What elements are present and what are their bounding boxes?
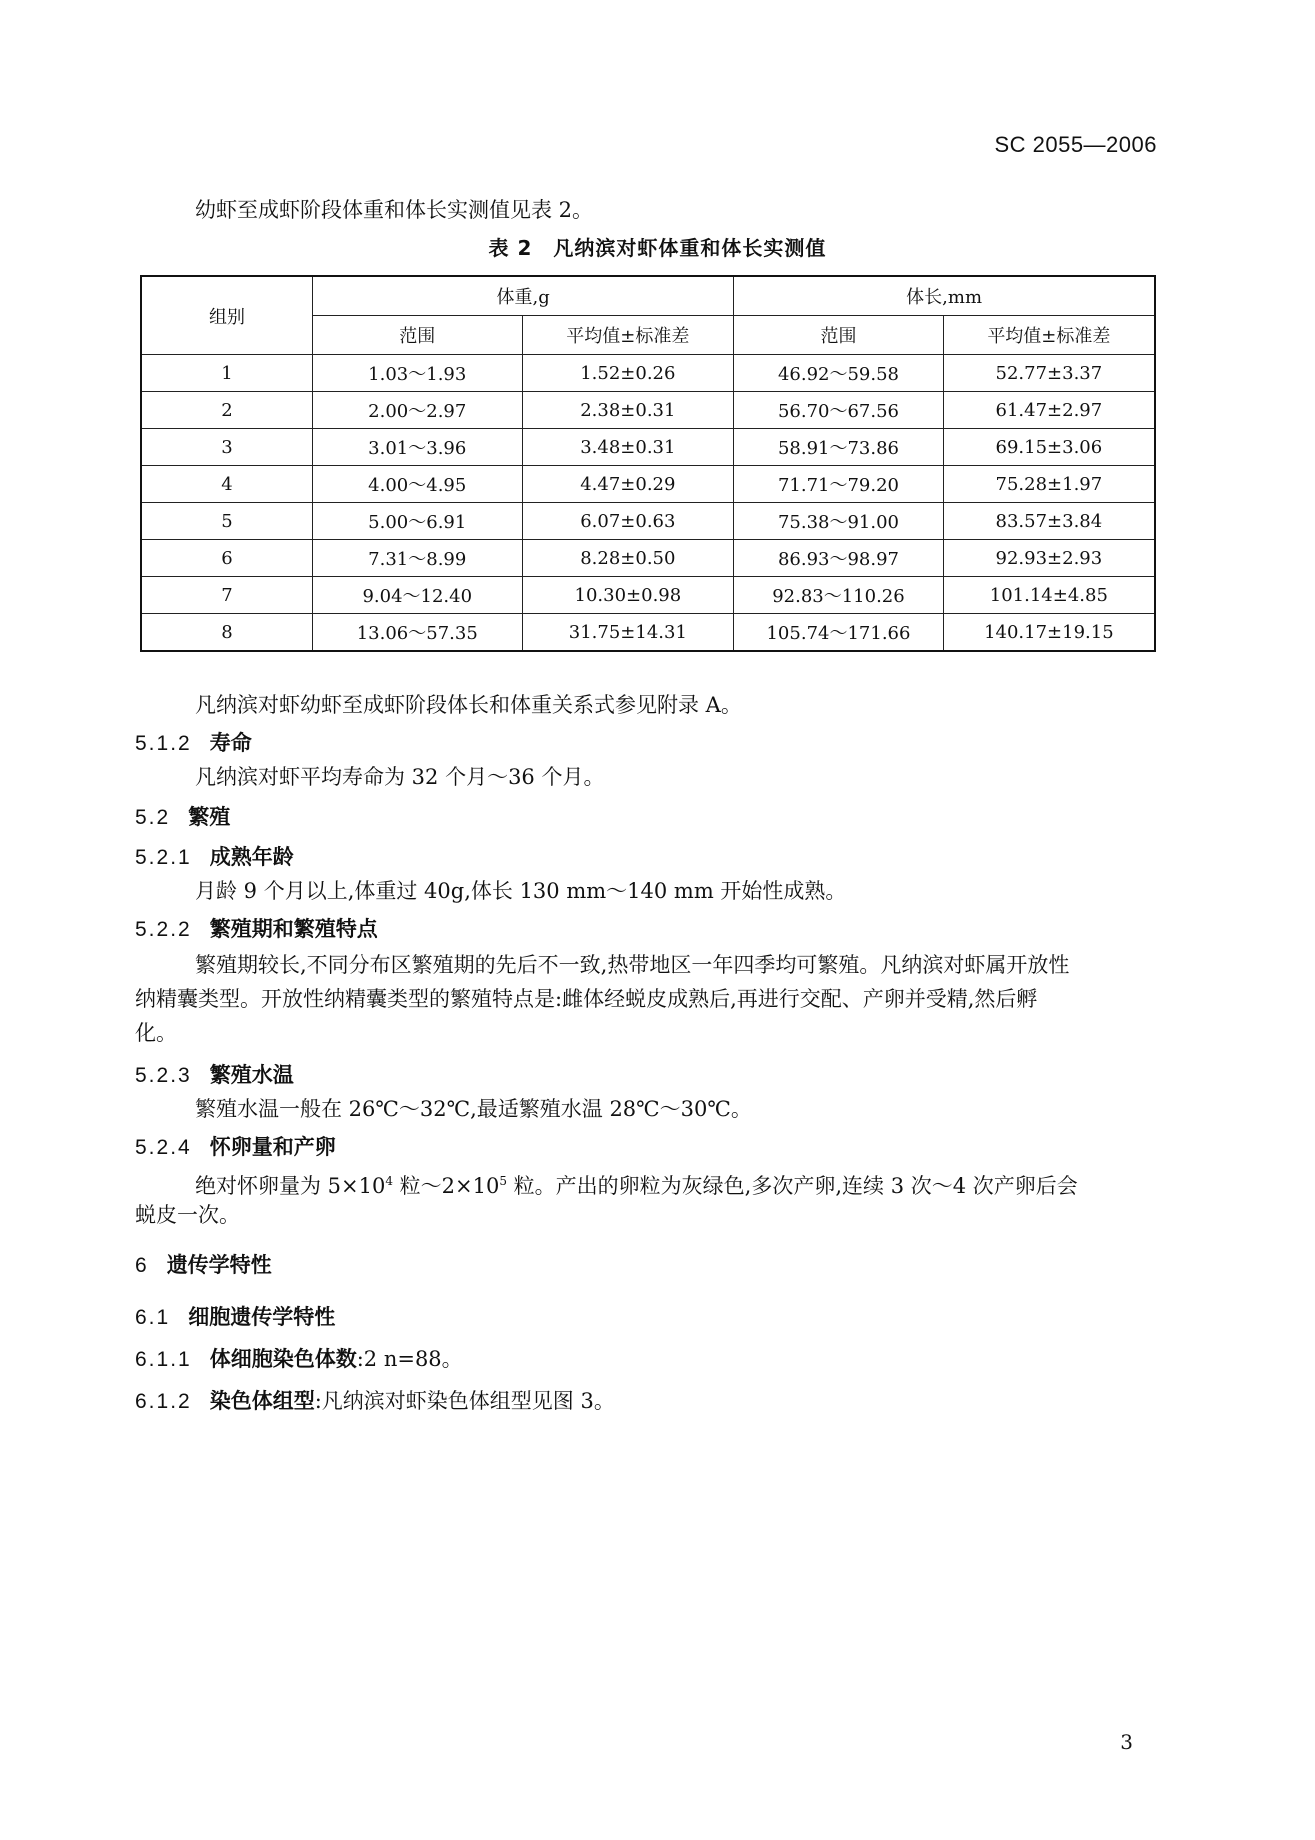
standard-number: SC 2055—2006: [994, 132, 1157, 157]
weight-header: 体重,g: [313, 276, 734, 316]
table-row: [141, 429, 1155, 466]
section-heading-6-1: [135, 1300, 335, 1335]
after-table-paragraph: 凡纳滨对虾幼虾至成虾阶段体长和体重关系式参见附录 A。: [195, 693, 742, 717]
table-cell: 5: [141, 503, 313, 540]
table-cell: 86.93～98.97: [734, 540, 944, 577]
table-cell: 4.47±0.29: [522, 466, 734, 503]
table-cell: 1.52±0.26: [522, 355, 734, 392]
text-segment: 绝对怀卵量为 5×10: [195, 1174, 386, 1198]
weight-range-header: 范围: [313, 316, 522, 355]
section-number: 6.1: [135, 1306, 171, 1329]
table-cell: 8.28±0.50: [522, 540, 734, 577]
table-cell: 92.93±2.93: [943, 540, 1155, 577]
table-cell: 1.03～1.93: [313, 355, 522, 392]
weight-mean-header: 平均值±标准差: [522, 316, 734, 355]
table-cell: 1: [141, 355, 313, 392]
table-cell: 7: [141, 577, 313, 614]
section-heading-5-2-3: [135, 1058, 294, 1093]
section-number: 5.1.2: [135, 732, 192, 755]
section-heading-6-1-1: [135, 1342, 463, 1377]
section-number: 5.2.2: [135, 918, 192, 941]
table-cell: 3.48±0.31: [522, 429, 734, 466]
table-cell: 75.38～91.00: [734, 503, 944, 540]
section-title: 成熟年龄: [209, 845, 294, 869]
table-cell: 71.71～79.20: [734, 466, 944, 503]
table-cell: 46.92～59.58: [734, 355, 944, 392]
page-number: 3: [1120, 1730, 1133, 1754]
section-title: 细胞遗传学特性: [188, 1305, 336, 1329]
table-cell: 10.30±0.98: [522, 577, 734, 614]
exponent: 5: [499, 1174, 507, 1188]
table-cell: 101.14±4.85: [943, 577, 1155, 614]
table-cell: 61.47±2.97: [943, 392, 1155, 429]
table-cell: 7.31～8.99: [313, 540, 522, 577]
section-title: 怀卵量和产卵: [209, 1135, 336, 1159]
text-segment: 粒。产出的卵粒为灰绿色,多次产卵,连续 3 次～4 次产卵后会: [507, 1174, 1078, 1198]
section-heading-6-1-2: [135, 1384, 615, 1419]
table-cell: 4.00～4.95: [313, 466, 522, 503]
table-cell: 4: [141, 466, 313, 503]
table-cell: 2.38±0.31: [522, 392, 734, 429]
measurement-table: [140, 275, 1156, 652]
section-number: 5.2.4: [135, 1136, 192, 1159]
length-mean-header: 平均值±标准差: [943, 316, 1155, 355]
table-cell: 69.15±3.06: [943, 429, 1155, 466]
section-number: 5.2: [135, 806, 171, 829]
table-cell: 31.75±14.31: [522, 614, 734, 652]
table-cell: 75.28±1.97: [943, 466, 1155, 503]
section-title: 体细胞染色体数: [209, 1347, 357, 1371]
paragraph-maturity: 月龄 9 个月以上,体重过 40g,体长 130 mm～140 mm 开始性成熟。: [195, 879, 847, 903]
table-row: [141, 466, 1155, 503]
length-range-header: 范围: [734, 316, 944, 355]
length-header: 体长,mm: [734, 276, 1155, 316]
table-cell: 140.17±19.15: [943, 614, 1155, 652]
exponent: 4: [385, 1174, 393, 1188]
paragraph-lifespan: 凡纳滨对虾平均寿命为 32 个月～36 个月。: [195, 765, 605, 789]
table-cell: 6: [141, 540, 313, 577]
table-cell: 13.06～57.35: [313, 614, 522, 652]
section-title: 遗传学特性: [166, 1253, 272, 1277]
section-heading-5-2-4: [135, 1130, 336, 1165]
paragraph-water-temp: 繁殖水温一般在 26℃～32℃,最适繁殖水温 28℃～30℃。: [195, 1097, 752, 1121]
table-cell: 2.00～2.97: [313, 392, 522, 429]
table-cell: 2: [141, 392, 313, 429]
paragraph-spawning-line2: 蜕皮一次。: [135, 1203, 240, 1227]
section-heading-5-2-1: [135, 840, 294, 875]
table-cell: 105.74～171.66: [734, 614, 944, 652]
table-row: [141, 577, 1155, 614]
section-title: 染色体组型: [209, 1389, 315, 1413]
table-cell: 56.70～67.56: [734, 392, 944, 429]
section-inline-text: :凡纳滨对虾染色体组型见图 3。: [314, 1389, 615, 1413]
table-row: [141, 614, 1155, 652]
table-cell: 83.57±3.84: [943, 503, 1155, 540]
section-heading-5-2-2: [135, 912, 378, 947]
table-cell: 3.01～3.96: [313, 429, 522, 466]
section-title: 繁殖期和繁殖特点: [209, 917, 378, 941]
section-inline-text: :2 n=88。: [356, 1347, 463, 1371]
paragraph-breeding-line3: 化。: [135, 1021, 177, 1045]
group-header: 组别: [141, 276, 313, 355]
section-heading-6: [135, 1248, 272, 1283]
section-heading-5-1-2: [135, 726, 252, 761]
section-number: 5.2.1: [135, 846, 192, 869]
table-cell: 5.00～6.91: [313, 503, 522, 540]
table-cell: 3: [141, 429, 313, 466]
section-heading-5-2: [135, 800, 230, 835]
table-row: [141, 355, 1155, 392]
table-row: [141, 540, 1155, 577]
intro-paragraph: 幼虾至成虾阶段体重和体长实测值见表 2。: [195, 198, 594, 222]
section-title: 寿命: [209, 731, 252, 755]
table-row: [141, 503, 1155, 540]
section-number: 6.1.2: [135, 1390, 192, 1413]
table-cell: 92.83～110.26: [734, 577, 944, 614]
table-title: 表 2 凡纳滨对虾体重和体长实测值: [488, 236, 827, 260]
section-number: 5.2.3: [135, 1064, 192, 1087]
table-row: [141, 392, 1155, 429]
section-title: 繁殖: [188, 805, 231, 829]
table-cell: 8: [141, 614, 313, 652]
paragraph-breeding-line2: 纳精囊类型。开放性纳精囊类型的繁殖特点是:雌体经蜕皮成熟后,再进行交配、产卵并受精,然后孵: [135, 987, 1038, 1011]
table-cell: 6.07±0.63: [522, 503, 734, 540]
table-cell: 58.91～73.86: [734, 429, 944, 466]
section-number: 6: [135, 1254, 149, 1277]
section-title: 繁殖水温: [209, 1063, 294, 1087]
paragraph-breeding-line1: 繁殖期较长,不同分布区繁殖期的先后不一致,热带地区一年四季均可繁殖。凡纳滨对虾属开放性: [195, 953, 1070, 977]
section-number: 6.1.1: [135, 1348, 192, 1371]
table-cell: 52.77±3.37: [943, 355, 1155, 392]
text-segment: 粒～2×10: [393, 1174, 500, 1198]
table-cell: 9.04～12.40: [313, 577, 522, 614]
